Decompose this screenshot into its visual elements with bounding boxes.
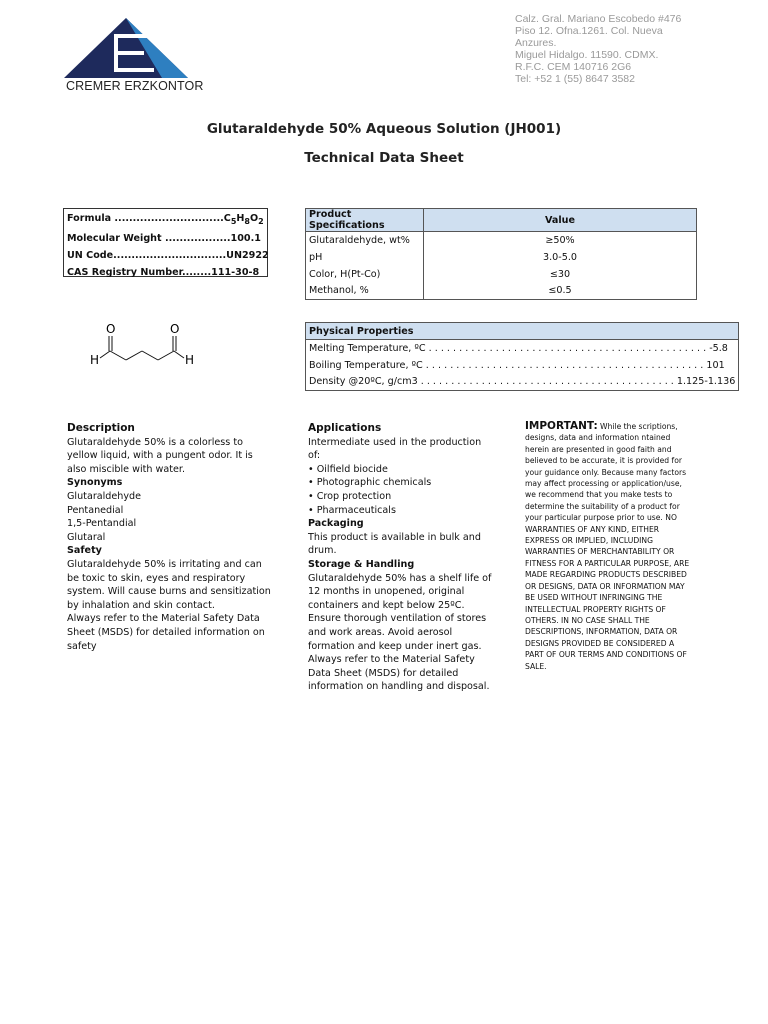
spec-value: 3.0-5.0 bbox=[424, 249, 697, 266]
table-row bbox=[306, 266, 697, 283]
storage-heading: Storage & Handling bbox=[308, 558, 415, 570]
mw-value: 100.1 bbox=[230, 232, 261, 244]
spec-name: Glutaraldehyde, wt% bbox=[306, 232, 424, 249]
spec-name: pH bbox=[306, 249, 424, 266]
un-label: UN Code............................... bbox=[67, 249, 227, 261]
spec-value: ≤0.5 bbox=[424, 283, 697, 300]
table-row bbox=[306, 357, 739, 374]
address-line: R.F.C. CEM 140716 2G6 bbox=[515, 61, 632, 73]
application-item: • Pharmaceuticals bbox=[308, 504, 396, 516]
important-text: While the scriptions, designs, data and information ntained herein are presented in good faith and believed to be accurate, it is provided for your guidance only. Because many factors may affect processing or application/use, we recommend that you make tests to determine the suitability of a product for your particular purpose prior to use. NO WARRANTIES OF ANY KIND, EITHER EXPRESS OR IMPLIED, INCLUDING WARRANTIES OF MERCHANTABILITY OR FITNESS FOR A PARTICULAR PURPOSE, ARE MADE REGARDING PRODUCTS DESCRIBED OR DESIGNS, DATA OR INFORMATION MAY BE USED WITHOUT INFRINGING THE INTELLECTUAL PROPERTY RIGHTS OF OTHERS. IN NO CASE SHALL THE DESCRIPTIONS, INFORMATION, DATA OR DESIGNS PROVIDED BE CONSIDERED A PART OF OUR TERMS AND CONDITIONS OF SALE. bbox=[525, 422, 690, 671]
synonym-item: 1,5-Pentandial bbox=[67, 518, 137, 530]
formula-o: O bbox=[250, 213, 259, 224]
applications-intro: Intermediate used in the production of: bbox=[308, 436, 482, 462]
company-name: CREMER ERZKONTOR bbox=[66, 79, 204, 93]
safety-heading: Safety bbox=[67, 545, 102, 557]
important-notice bbox=[525, 421, 690, 672]
company-logo bbox=[64, 18, 204, 96]
address-line: Tel: +52 1 (55) 8647 3582 bbox=[515, 73, 635, 85]
table-row bbox=[306, 374, 739, 391]
table-row bbox=[306, 283, 697, 300]
un-value: UN2922 bbox=[226, 249, 269, 261]
address-line: Piso 12. Ofna.1261. Col. Nueva bbox=[515, 25, 663, 37]
applications-column bbox=[308, 422, 493, 694]
identity-box bbox=[63, 208, 268, 277]
formula-label: Formula .............................. bbox=[67, 213, 224, 224]
physical-row: Melting Temperature, ºC . . . . . . . . . . . . . . . . . . . . . . . . . . . . . . . . . . . . . . . . . . . . . . -5.8 bbox=[306, 340, 739, 357]
application-item: • Oilfield biocide bbox=[308, 463, 388, 475]
physical-row: Density @20ºC, g/cm3 . . . . . . . . . . . . . . . . . . . . . . . . . . . . . . . . . . . . . . . . . . 1.125-1.136 bbox=[306, 374, 739, 391]
important-label: IMPORTANT: bbox=[525, 420, 598, 432]
table-header-row bbox=[306, 323, 739, 340]
physical-header: Physical Properties bbox=[306, 323, 739, 340]
spec-header: Product Specifications bbox=[306, 209, 424, 232]
application-item: • Photographic chemicals bbox=[308, 477, 432, 489]
address-line: Calz. Gral. Mariano Escobedo #476 bbox=[515, 13, 682, 25]
synonym-item: Glutaral bbox=[67, 531, 106, 543]
packaging-text: This product is available in bulk and drum. bbox=[308, 531, 481, 557]
spec-value: ≥50% bbox=[424, 232, 697, 249]
table-header-row bbox=[306, 209, 697, 232]
physical-properties-table bbox=[305, 322, 739, 391]
product-spec-table bbox=[305, 208, 697, 300]
table-row bbox=[306, 232, 697, 249]
company-address bbox=[515, 13, 720, 85]
spec-name: Methanol, % bbox=[306, 283, 424, 300]
address-line: Miguel Hidalgo. 11590. CDMX. bbox=[515, 49, 659, 61]
physical-row: Boiling Temperature, ºC . . . . . . . . . . . . . . . . . . . . . . . . . . . . . . . . . . . . . . . . . . . . . . 101 bbox=[306, 357, 739, 374]
cas-row bbox=[67, 264, 264, 281]
description-column bbox=[67, 422, 272, 653]
formula-h: H bbox=[236, 213, 245, 224]
safety-text-msds: Always refer to the Material Safety Data Sheet (MSDS) for detailed information on safety bbox=[67, 613, 265, 652]
value-header: Value bbox=[424, 209, 697, 232]
formula-c-count: 5 bbox=[230, 216, 237, 226]
storage-text: Glutaraldehyde 50% has a shelf life of 12 months in unopened, original containers and kept below 25ºC. Ensure thorough ventilation of stores and work areas. Avoid aerosol formation and keep under inert gas. Always refer to the Material Safety Data Sheet (MSDS) for detailed information on handling and disposal. bbox=[308, 572, 492, 693]
address-line: Anzures. bbox=[515, 37, 557, 49]
atom-o-right: O bbox=[170, 322, 180, 336]
logo-triangle-icon bbox=[64, 18, 188, 80]
cas-value: 111-30-8 bbox=[211, 266, 260, 278]
table-row bbox=[306, 340, 739, 357]
description-heading: Description bbox=[67, 422, 135, 434]
synonym-item: Glutaraldehyde bbox=[67, 490, 142, 502]
structure-diagram bbox=[88, 318, 208, 372]
document-subtitle: Technical Data Sheet bbox=[304, 150, 464, 166]
applications-heading: Applications bbox=[308, 422, 382, 434]
atom-o-left: O bbox=[106, 322, 116, 336]
table-row bbox=[306, 249, 697, 266]
atom-h-right: H bbox=[185, 353, 195, 367]
un-code-row bbox=[67, 247, 269, 264]
synonyms-heading: Synonyms bbox=[67, 477, 123, 489]
description-text: Glutaraldehyde 50% is a colorless to yellow liquid, with a pungent odor. It is also miscible with water. bbox=[67, 436, 253, 475]
document-title: Glutaraldehyde 50% Aqueous Solution (JH001) bbox=[206, 121, 562, 137]
molecular-weight-row bbox=[67, 230, 264, 247]
cas-label: CAS Registry Number........ bbox=[67, 266, 212, 278]
formula-h-count: 8 bbox=[244, 216, 250, 226]
atom-h-left: H bbox=[90, 353, 100, 367]
packaging-heading: Packaging bbox=[308, 518, 364, 530]
safety-text: Glutaraldehyde 50% is irritating and can be toxic to skin, eyes and respiratory system. Will cause burns and sensitization by inhalation and skin contact. bbox=[67, 558, 271, 611]
formula-row bbox=[67, 210, 264, 230]
formula-c: C bbox=[223, 213, 231, 224]
synonym-item: Pentanedial bbox=[67, 504, 124, 516]
formula-o-count: 2 bbox=[258, 216, 264, 226]
spec-value: ≤30 bbox=[424, 266, 697, 283]
spec-name: Color, H(Pt-Co) bbox=[306, 266, 424, 283]
application-item: • Crop protection bbox=[308, 490, 392, 502]
mw-label: Molecular Weight .................. bbox=[67, 232, 231, 244]
